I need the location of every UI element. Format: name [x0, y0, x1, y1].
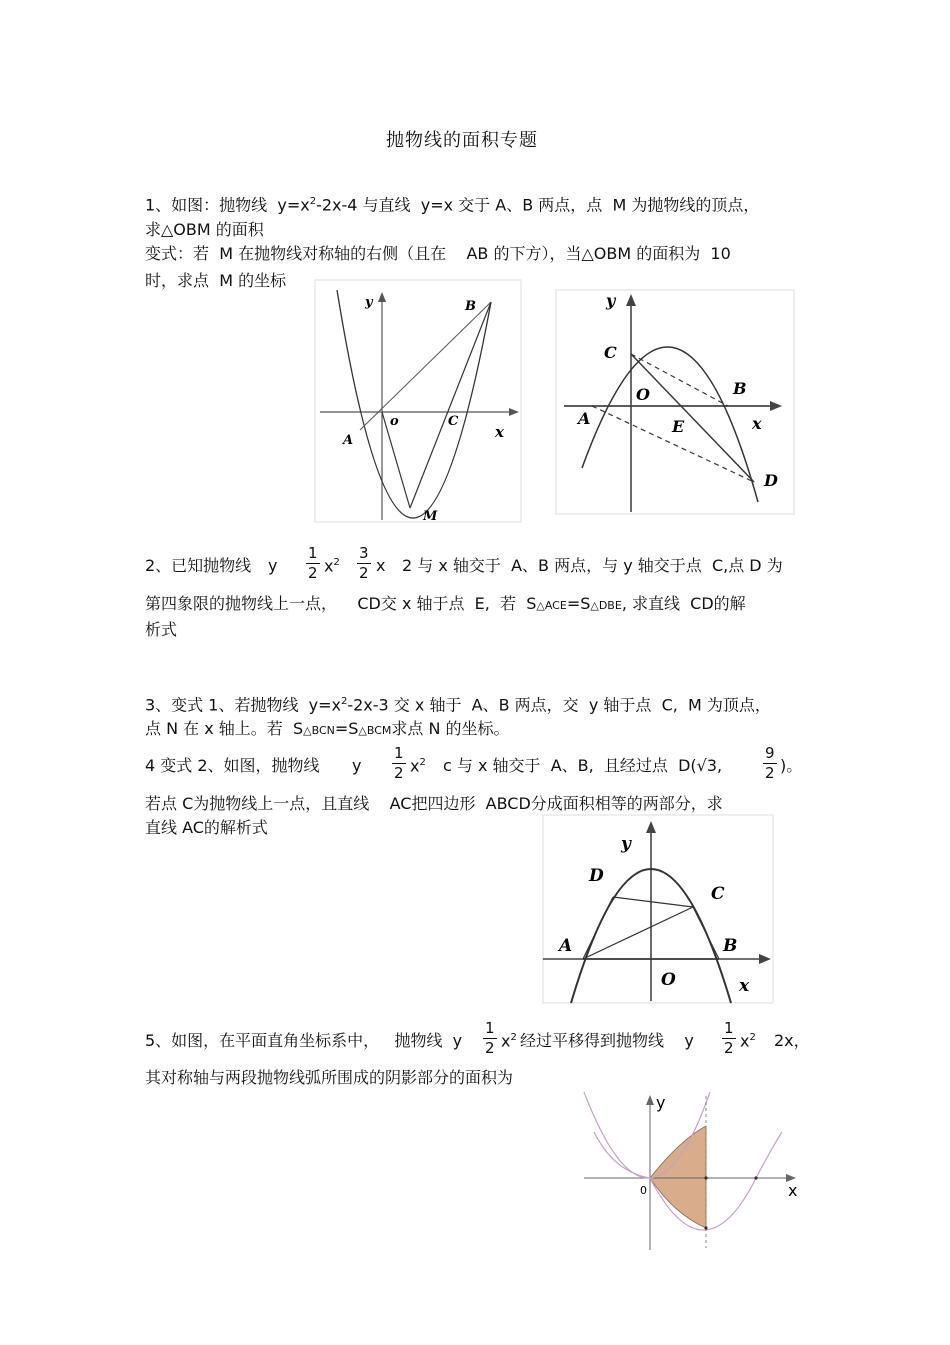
problem-1-line-3 [145, 246, 731, 262]
label-e: E [672, 417, 685, 436]
segment-cb [693, 907, 719, 959]
problem-4-line-3: 直线 AC的解析式 [145, 818, 268, 837]
equation: -2x-4 [316, 195, 358, 215]
text: CD交 x 轴于点 [357, 594, 465, 613]
problem-3-line-2 [145, 721, 510, 737]
text: 与 x 轴交于 [417, 556, 501, 575]
problem-4-close: )。 [780, 756, 803, 775]
superscript: 2 [340, 696, 348, 707]
label-a: A [559, 936, 573, 956]
fraction-1-2-b [722, 1021, 736, 1056]
text: AC把四边形 [389, 794, 476, 813]
text: M [612, 195, 627, 215]
segment-dc [613, 897, 693, 907]
problem-4-lead: 4 变式 2、如图，抛物线 [145, 756, 320, 775]
area-symbol: S [526, 594, 537, 613]
text: 经过平移得到抛物线 [520, 1031, 665, 1050]
x: x [324, 556, 334, 576]
problem-5-x3 [740, 1033, 756, 1049]
denominator: 2 [485, 1039, 495, 1057]
x: x [410, 756, 420, 776]
fraction-9-2 [763, 746, 777, 781]
segment-ad [583, 897, 613, 959]
problem-5-x2 [501, 1033, 517, 1049]
fraction-1-2 [483, 1021, 497, 1056]
label-d: D [589, 866, 604, 886]
point-marker [704, 1176, 707, 1179]
label-x: x [739, 976, 750, 996]
denominator: 2 [765, 764, 775, 782]
problem-1-line-4 [145, 273, 286, 289]
label-y: y [365, 295, 373, 310]
text: 时，求点 [145, 271, 210, 290]
superscript: 2 [749, 1032, 756, 1043]
denominator: 2 [359, 564, 369, 582]
point-marker [754, 1176, 757, 1179]
text: A、B 两点，交 [471, 695, 579, 715]
problem-4-y: y [352, 756, 362, 775]
segment-mb [410, 302, 491, 508]
figure-2 [556, 290, 796, 515]
label-c: C [448, 414, 459, 429]
line-ab [360, 302, 491, 430]
equation: -2x-3 [347, 695, 389, 715]
text: 第四象限的抛物线上一点， [145, 594, 338, 613]
equation: y=x [277, 195, 310, 215]
numerator: 1 [394, 744, 404, 762]
label-x: x [788, 1181, 798, 1200]
superscript: 2 [510, 1032, 517, 1043]
label-c: C [711, 884, 725, 904]
text: 若点 C为抛物线上一点，且直线 [145, 794, 370, 813]
shaded-region [650, 1126, 706, 1228]
problem-4-x2 [410, 758, 426, 774]
label-b: B [733, 379, 747, 398]
problem-2-x2 [324, 558, 340, 574]
subscript: △BCM [358, 724, 392, 737]
label-y: y [621, 834, 631, 854]
problem-2-lead: 2、已知抛物线 [145, 556, 252, 575]
problem-5-lead [145, 1033, 462, 1049]
text: A、B, [550, 756, 594, 775]
text: 1、如图：抛物线 [145, 195, 268, 215]
y: y [452, 1031, 463, 1050]
numerator: 9 [765, 744, 775, 762]
point-label: D( [678, 756, 697, 775]
x: x [501, 1031, 511, 1051]
text: 的坐标 [238, 271, 287, 290]
text: M [219, 271, 233, 290]
figure-frame [543, 815, 773, 1003]
y-axis-arrow-icon [646, 1095, 654, 1105]
label-x: x [752, 414, 762, 433]
fraction-1-2 [306, 546, 320, 581]
constant: 2 [402, 556, 413, 575]
x-axis-arrow-icon [759, 954, 771, 964]
parabola-shifted-left-arm [594, 1132, 650, 1178]
fraction-1-2 [392, 746, 406, 781]
label-c: C [604, 343, 617, 362]
subscript: △BCN [303, 724, 335, 737]
page-title: 抛物线的面积专题 [386, 130, 538, 151]
label-origin: 0 [640, 1184, 647, 1197]
problem-2-rest [402, 558, 783, 574]
parabola [582, 347, 758, 502]
superscript: 2 [333, 557, 340, 568]
problem-5-mid [520, 1033, 694, 1049]
problem-2-x: x [376, 556, 386, 575]
problem-2-y: y [268, 556, 278, 575]
subscript: △ACE [536, 599, 567, 612]
text: 交于 A、B 两点，点 [458, 195, 603, 215]
problem-5-line-2: 其对称轴与两段抛物线弧所围成的阴影部分的面积为 [145, 1068, 514, 1087]
text: 若 [500, 594, 517, 613]
point-marker [704, 1226, 707, 1229]
label-b: B [723, 936, 738, 956]
text: AB [466, 244, 489, 263]
subscript: △DBE [590, 599, 622, 612]
x: x [740, 1031, 750, 1051]
x-axis-arrow-icon [509, 408, 519, 416]
figure-3 [543, 815, 775, 1003]
problem-1-line-2: 求△OBM 的面积 [145, 220, 264, 239]
equals: =S [334, 719, 359, 738]
sqrt-3: √3, [696, 756, 723, 775]
numerator: 3 [359, 544, 369, 562]
denominator: 2 [394, 764, 404, 782]
figure-frame [556, 290, 794, 514]
numerator: 1 [308, 544, 318, 562]
label-o: O [661, 970, 676, 990]
figure-1 [315, 280, 521, 522]
text: 点 N 在 x 轴上。若 [145, 719, 283, 738]
text: C,点 D 为 [711, 556, 783, 575]
problem-1-line-1 [145, 197, 759, 213]
text: M [219, 244, 233, 263]
segment-ac [583, 907, 693, 959]
label-y: y [606, 291, 616, 310]
label-a: A [578, 409, 591, 428]
text: M 为顶点， [688, 695, 771, 715]
label-d: D [764, 471, 778, 490]
x-axis-arrow-icon [770, 401, 782, 411]
superscript: 2 [419, 757, 426, 768]
text: 与直线 [362, 195, 411, 215]
figure-frame [315, 280, 521, 522]
text: C, [661, 695, 678, 715]
label-x: x [495, 423, 504, 441]
label-m: M [423, 509, 438, 524]
text: 抛物线 [394, 1031, 443, 1050]
y-axis-arrow-icon [646, 821, 656, 833]
text: 5、如图，在平面直角坐标系中， [145, 1031, 380, 1050]
problem-4-line-2 [145, 796, 723, 812]
text: , 求直线 [621, 594, 680, 613]
text: 交 x 轴于 [393, 695, 462, 715]
text: 且经过点 [603, 756, 668, 775]
problem-4-mid [443, 758, 722, 774]
denominator: 2 [724, 1039, 734, 1057]
numerator: 1 [485, 1019, 495, 1037]
equals: =S [566, 594, 591, 613]
problem-5-tail: 2x， [774, 1031, 810, 1050]
numerator: 1 [724, 1019, 734, 1037]
problem-2-line-2 [145, 596, 746, 612]
text: 求点 N 的坐标。 [391, 719, 510, 738]
text: A、B 两点，与 y 轴交于点 [511, 556, 702, 575]
text: c 与 x 轴交于 [443, 756, 541, 775]
area-symbol: S [292, 719, 304, 738]
label-b: B [465, 299, 476, 314]
text: 为抛物线的顶点， [631, 195, 760, 215]
equation: y=x [308, 695, 341, 715]
segment-cd [631, 354, 754, 482]
text: E, [474, 594, 490, 613]
equation: y=x [420, 195, 454, 215]
superscript: 2 [309, 196, 317, 207]
y-axis-arrow-icon [626, 294, 636, 306]
text: CD的解 [690, 594, 746, 613]
y-axis-arrow-icon [378, 292, 386, 302]
text: 10 [710, 244, 731, 263]
text: y 轴于点 [588, 695, 652, 715]
figure-4 [584, 1092, 809, 1252]
label-a: A [343, 433, 354, 448]
fraction-3-2 [357, 546, 371, 581]
denominator: 2 [308, 564, 318, 582]
label-o: o [390, 414, 399, 429]
text: 在抛物线对称轴的右侧（且在 [238, 244, 447, 263]
text: 变式：若 [145, 244, 210, 263]
label-y: y [656, 1093, 666, 1112]
y: y [684, 1031, 694, 1050]
problem-2-line-3: 析式 [145, 620, 178, 639]
text: ABCD分成面积相等的两部分，求 [485, 794, 723, 813]
text: 3、变式 1、若抛物线 [145, 695, 299, 715]
text: 的下方），当△OBM 的面积为 [493, 244, 701, 263]
label-o: O [636, 385, 650, 404]
problem-3-line-1 [145, 697, 771, 713]
